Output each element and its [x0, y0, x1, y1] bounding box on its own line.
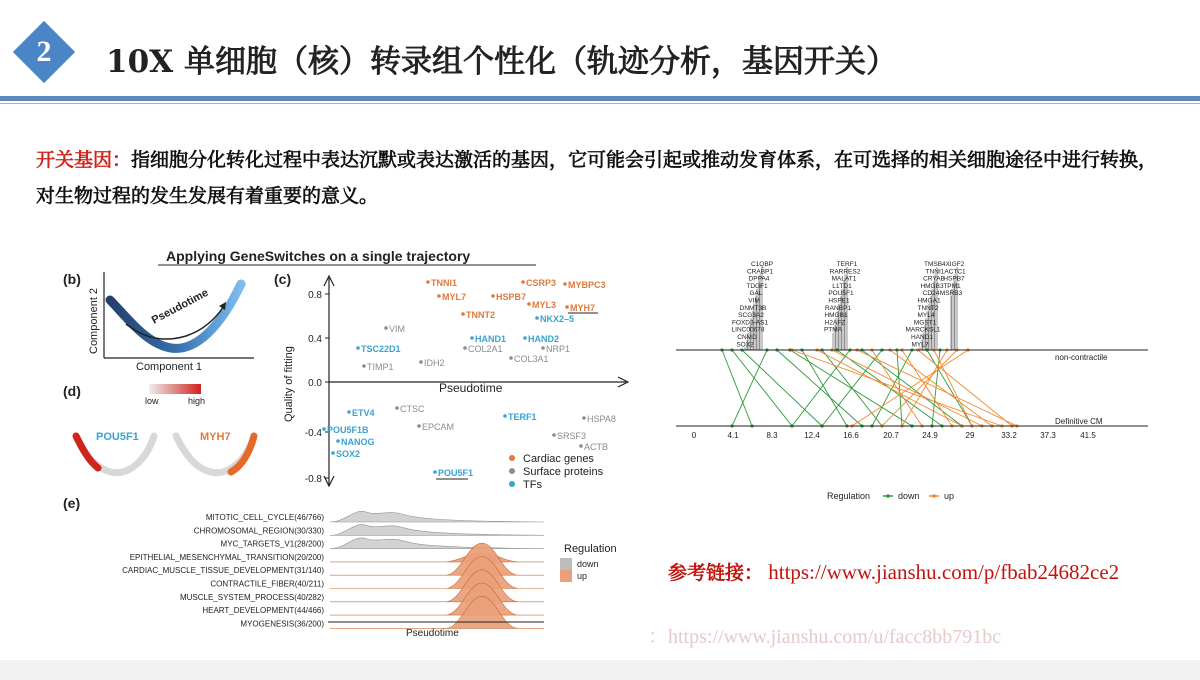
switch-gene-label: RARRES2 — [829, 268, 861, 276]
panel-c-legend-dot — [509, 481, 515, 487]
panel-e-ridges — [122, 511, 544, 628]
panel-c-gene-label: IDH2 — [424, 358, 445, 368]
panel-d-pou5f1-high — [76, 436, 98, 468]
panel-d-label: (d) — [63, 383, 81, 399]
switch-gene-label: HMGB1 — [824, 312, 848, 320]
panel-c-gene-label: COL2A1 — [468, 344, 503, 354]
panel-c-gene-label: VIM — [389, 324, 406, 334]
switch-gene-lines — [720, 348, 1018, 427]
switch-x-tick: 24.9 — [922, 431, 938, 440]
panel-c-gene-label: EPCAM — [422, 422, 455, 432]
panel-c-xlabel: Pseudotime — [439, 381, 503, 395]
switch-connector — [792, 350, 850, 426]
panel-c-gene-point — [362, 364, 366, 368]
switch-gene-label: MYL7 — [911, 341, 929, 349]
switch-gene-label: FOXD3-AS1 — [731, 319, 769, 327]
switch-top-label: non-contractile — [1055, 353, 1108, 362]
switch-gene-label: SCG3A2 — [738, 312, 764, 320]
panel-c-ytick-label: 0.4 — [308, 334, 322, 345]
panel-c-gene-label: SRSF3 — [557, 431, 587, 441]
switch-gene-label: H2AFZ — [824, 319, 846, 327]
panel-c-gene-label: ETV4 — [352, 408, 375, 418]
panel-c-gene-label: TERF1 — [508, 412, 537, 422]
panel-c-gene-point — [565, 305, 569, 309]
panel-c-y-ticks — [305, 290, 329, 485]
switch-gene-label: TNNI1 — [925, 268, 945, 276]
reference-label: 参考链接： — [668, 562, 764, 584]
panel-c-legend-label: Cardiac genes — [523, 453, 594, 465]
panel-c-gene-point — [579, 444, 583, 448]
panel-b-ylabel: Component 2 — [88, 287, 100, 354]
panel-c-legend-label: Surface proteins — [523, 466, 604, 478]
panel-c-gene-point — [523, 336, 527, 340]
panel-d-legend-high: high — [188, 396, 206, 406]
switch-x-tick: 33.2 — [1001, 431, 1017, 440]
panel-e-row-label: MUSCLE_SYSTEM_PROCESS(40/282) — [179, 592, 324, 602]
switch-x-ticks — [692, 431, 1097, 440]
panel-e-row-label: HEART_DEVELOPMENT(44/466) — [202, 606, 324, 616]
switch-gene-label: CRYAB — [923, 275, 945, 283]
panel-c-gene-point — [463, 346, 467, 350]
reference-url[interactable]: https://www.jianshu.com/p/fbab24682ce2 — [768, 560, 1120, 584]
switch-gene-label: HMGB3 — [920, 282, 944, 290]
panel-c-gene-point — [347, 410, 351, 414]
switch-x-tick: 20.7 — [883, 431, 899, 440]
switch-gene-label: HMGA1 — [917, 297, 941, 305]
header-divider — [0, 96, 1200, 101]
switch-x-tick: 12.4 — [804, 431, 820, 440]
switch-connector — [857, 350, 1017, 426]
switch-genes-plot — [672, 254, 1172, 508]
switch-legend-up: up — [944, 491, 955, 501]
panel-c-gene-point — [461, 312, 465, 316]
panel-c-gene-label: MYBPC3 — [568, 280, 606, 290]
switch-gene-label: L1TD1 — [832, 282, 852, 290]
panel-c-gene-label: HSPA8 — [587, 414, 616, 424]
switch-x-tick: 8.3 — [766, 431, 778, 440]
switch-x-tick: 41.5 — [1080, 431, 1096, 440]
switch-legend-up-dot — [932, 494, 936, 498]
switch-gene-label: CRABP1 — [746, 268, 774, 276]
panel-c-gene-point — [331, 451, 335, 455]
switch-gene-label: HSPB7 — [943, 275, 965, 283]
slide-title: 10X 单细胞（核）转录组个性化（轨迹分析，基因开关） — [106, 44, 897, 80]
switch-x-tick: 37.3 — [1040, 431, 1056, 440]
panel-e-row-label: CONTRACTILE_FIBER(40/211) — [210, 579, 324, 589]
panel-c-gene-label: CSRP3 — [526, 278, 557, 288]
switch-gene-label: RANBP1 — [824, 304, 852, 312]
switch-connector — [872, 350, 922, 426]
switch-connector — [832, 350, 982, 426]
panel-e-row-label: MYOGENESIS(36/200) — [240, 619, 324, 629]
switch-gene-label: DNMT3B — [739, 304, 767, 312]
switch-gene-label: ACTC1 — [944, 268, 966, 276]
panel-c-gene-label: HSPB7 — [496, 292, 527, 302]
panel-c-gene-point — [437, 294, 441, 298]
switch-gene-label: MALAT1 — [831, 275, 857, 283]
switch-gene-label: HSPE1 — [828, 297, 850, 305]
panel-c-gene-label: NANOG — [341, 437, 375, 447]
panel-c-ylabel: Quality of fitting — [283, 346, 295, 422]
intro-paragraph — [36, 142, 1166, 214]
panel-c-gene-label: NRP1 — [546, 344, 571, 354]
switch-gene-label: CD24 — [922, 290, 940, 298]
panel-c-gene-label: NKX2–5 — [540, 314, 575, 324]
panel-c-gene-point — [563, 282, 567, 286]
switch-legend-title: Regulation — [827, 491, 871, 501]
panel-c-gene-label: ACTB — [584, 442, 609, 452]
panel-c-gene-label: MYH7 — [570, 303, 596, 313]
panel-e-legend-up-swatch — [560, 570, 572, 582]
panel-b-label: (b) — [63, 271, 81, 287]
panel-c-gene-point — [552, 433, 556, 437]
switch-gene-label: C1QBP — [750, 261, 774, 268]
panel-c-gene-point — [503, 414, 507, 418]
switch-gene-label: VIM — [748, 297, 760, 305]
panel-c-label: (c) — [274, 271, 292, 287]
panel-c-gene-label: CTSC — [400, 404, 425, 414]
panel-e-ridge — [330, 538, 544, 549]
panel-c-gene-point — [541, 346, 545, 350]
switch-gene-label: TMSB4X — [923, 261, 951, 268]
panel-e-legend-down-swatch — [560, 558, 572, 570]
panel-c-gene-label: SOX2 — [336, 449, 361, 459]
panel-c-legend — [509, 453, 604, 491]
header-divider-thin — [0, 103, 1200, 104]
switch-gene-label: SOX2 — [736, 341, 754, 349]
switch-gene-label: TDGF1 — [746, 282, 768, 290]
panel-b-arrow-label: Pseudotime — [149, 286, 211, 327]
panel-c-gene-label: TIMP1 — [367, 362, 394, 372]
panel-d-colorbar — [149, 384, 201, 394]
panel-c-gene-point — [419, 360, 423, 364]
panel-c-gene-point — [527, 302, 531, 306]
geneswitches-figure — [36, 236, 651, 640]
panel-c-gene-label: TSC22D1 — [361, 344, 401, 354]
switch-gene-label: PTMA — [823, 326, 843, 334]
panel-c-gene-point — [384, 326, 388, 330]
switch-x-tick: 0 — [691, 431, 697, 440]
panel-c-legend-dot — [509, 455, 515, 461]
panel-e-ridge — [330, 553, 544, 562]
switch-gene-label: MYL4 — [917, 312, 935, 320]
panel-e-ridge — [330, 525, 544, 536]
switch-connector — [777, 350, 862, 426]
panel-e-legend-down: down — [577, 559, 599, 569]
panel-c-gene-point — [395, 406, 399, 410]
switch-gene-label: MARCKSL1 — [905, 326, 941, 334]
switch-gene-label: CNMD — [737, 334, 757, 341]
switch-gene-label: TPM1 — [943, 282, 961, 290]
panel-c-gene-label: POU5F1 — [438, 468, 474, 478]
panel-c-gene-point — [417, 424, 421, 428]
panel-e-legend-title: Regulation — [564, 543, 617, 555]
panel-c-gene-point — [426, 280, 430, 284]
switch-gene-label: IGF2 — [949, 261, 965, 268]
panel-c-gene-point — [582, 416, 586, 420]
switch-gene-label: MSRB3 — [939, 290, 963, 298]
switch-gene-label: LINC00678 — [731, 326, 765, 334]
switch-gene-label: HAND1 — [910, 334, 934, 341]
panel-c-gene-point — [535, 316, 539, 320]
panel-d-gene2: MYH7 — [200, 431, 231, 443]
slide-footer-strip — [0, 660, 1200, 680]
panel-c-gene-point — [491, 294, 495, 298]
panel-e-label: (e) — [63, 495, 81, 511]
switch-gene-label: MGST1 — [913, 319, 937, 327]
figure-title: Applying GeneSwitches on a single trajectory — [166, 248, 471, 264]
switch-gene-label: TERF1 — [836, 261, 858, 268]
switch-legend-down-dot — [886, 494, 890, 498]
reference-block — [668, 555, 1188, 590]
reference-line — [668, 555, 1188, 590]
panel-c-gene-label: HAND1 — [475, 334, 507, 344]
panel-e-row-label: CHROMOSOMAL_REGION(30/330) — [193, 526, 324, 536]
panel-c-gene-point — [509, 356, 513, 360]
panel-c-ytick-label: 0.0 — [308, 378, 322, 389]
panel-e-row-label: MITOTIC_CELL_CYCLE(46/766) — [205, 513, 324, 522]
panel-e-ridge — [330, 511, 544, 522]
panel-c-gene-label: POU5F1B — [327, 425, 369, 435]
panel-e-xlabel: Pseudotime — [406, 628, 459, 639]
switch-connector — [742, 350, 822, 426]
panel-d-legend-low: low — [145, 396, 159, 406]
switch-bottom-label: Definitive CM — [1055, 417, 1103, 426]
switch-genes-plot-svg — [672, 254, 1172, 508]
switch-gene-labels — [732, 261, 966, 350]
switch-gene-label: TNNT2 — [917, 304, 939, 312]
panel-b-xlabel: Component 1 — [136, 361, 203, 373]
panel-c-gene-point — [521, 280, 525, 284]
panel-e-row-label: CARDIAC_MUSCLE_TISSUE_DEVELOPMENT(31/140) — [122, 566, 324, 576]
intro-text: 指细胞分化转化过程中表达沉默或表达激活的基因，它可能会引起或推动发育体系，在可选择的相关细胞途径中进行转换，对生物过程的发生发展有着重要的意义。 — [36, 149, 1158, 207]
panel-c-gene-point — [322, 427, 326, 431]
switch-legend-down: down — [898, 491, 920, 501]
switch-x-tick: 16.6 — [843, 431, 859, 440]
panel-c-gene-label: HAND2 — [528, 334, 560, 344]
panel-c-gene-label: COL3A1 — [514, 354, 549, 364]
panel-c-gene-labels — [322, 278, 616, 479]
panel-e-legend-up: up — [577, 571, 588, 581]
panel-d-gene1: POU5F1 — [96, 431, 139, 443]
switch-gene-label: DPPA4 — [748, 275, 770, 283]
panel-c-ytick-label: 0.8 — [308, 290, 322, 301]
geneswitches-figure-svg — [36, 236, 651, 640]
panel-c-ytick-label: -0.8 — [304, 474, 322, 485]
panel-c-gene-point — [470, 336, 474, 340]
panel-c-gene-point — [356, 346, 360, 350]
switch-connector — [862, 350, 962, 426]
panel-c-gene-label: MYL3 — [532, 300, 557, 310]
slide-header — [0, 0, 1200, 96]
panel-c-legend-dot — [509, 468, 515, 474]
panel-c-legend-label: TFs — [523, 479, 542, 491]
panel-c-gene-label: MYL7 — [442, 292, 467, 302]
intro-lead: 开关基因： — [36, 149, 132, 171]
section-number: 2 — [36, 35, 52, 68]
panel-c-gene-label: TNNT2 — [466, 310, 495, 320]
panel-c-gene-label: TNNI1 — [431, 278, 458, 288]
switch-x-tick: 29 — [965, 431, 975, 440]
panel-e-row-label: MYC_TARGETS_V1(28/200) — [220, 539, 324, 549]
switch-connector — [882, 350, 957, 426]
switch-gene-label: GAL — [749, 290, 763, 298]
panel-c-gene-point — [433, 470, 437, 474]
panel-c-ytick-label: -0.4 — [304, 428, 322, 439]
panel-e-row-label: EPITHELIAL_MESENCHYMAL_TRANSITION(20/200) — [129, 552, 324, 562]
panel-c-gene-point — [336, 439, 340, 443]
switch-x-tick: 4.1 — [727, 431, 739, 440]
watermark-url: ：https://www.jianshu.com/u/facc8bb791bc — [648, 626, 1002, 648]
switch-gene-label: POU5F1 — [828, 290, 854, 298]
